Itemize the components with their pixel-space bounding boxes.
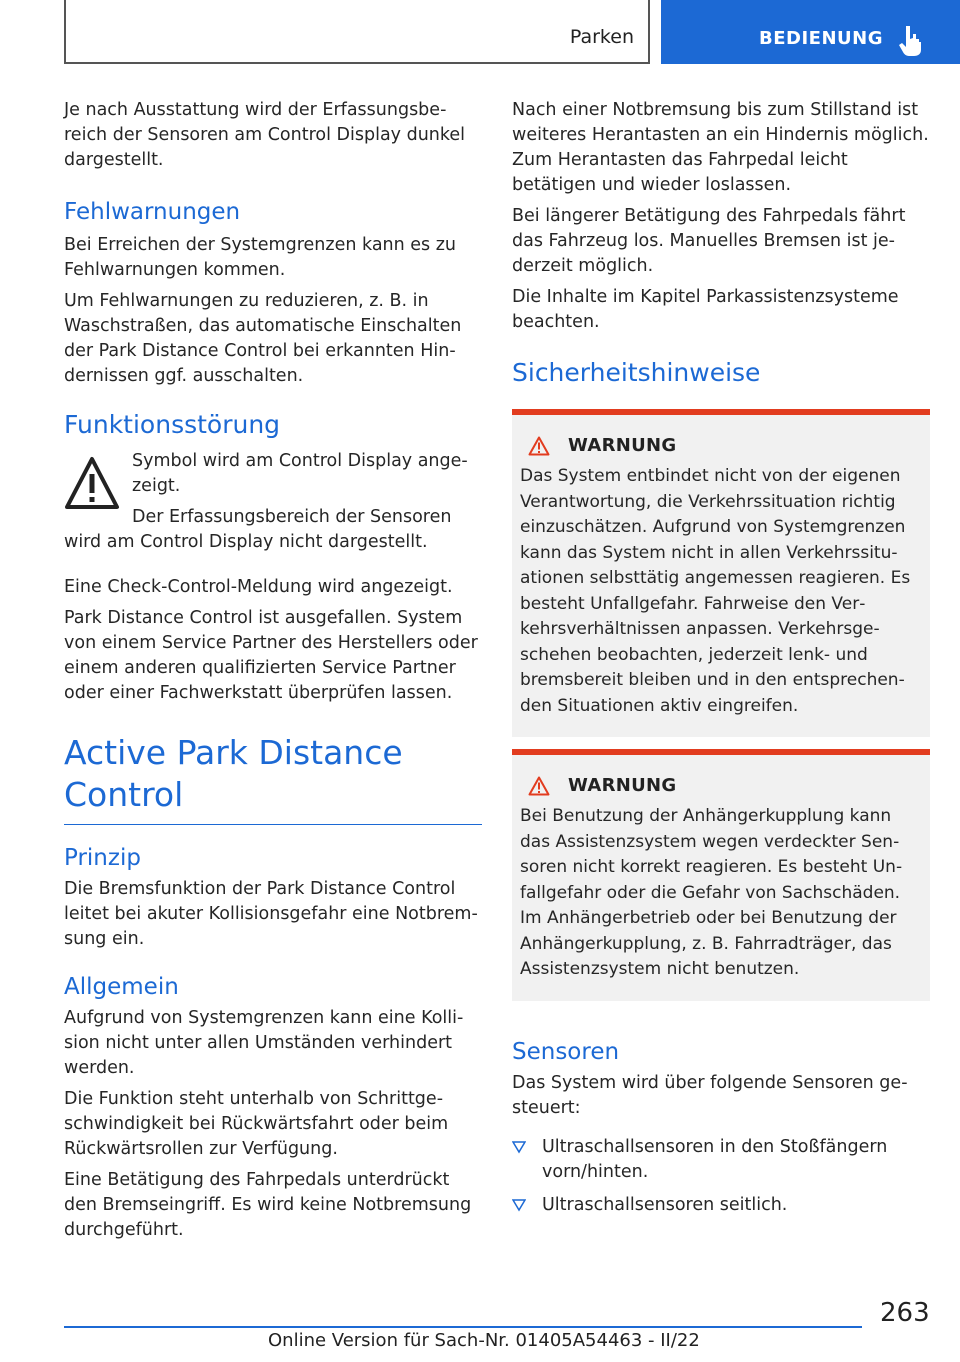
notbremsung-paragraph: Nach einer Notbremsung bis zum Stillstand ist weiteres Herantasten an ein Hindernis möglich. Zum Herantasten das Fahrpedal leicht betätigen und wieder loslassen. [512,100,929,195]
funk-paragraph-3: Eine Check-Control-Meldung wird angezeigt. [64,577,453,597]
header-section-title: Parken [569,26,634,48]
sensoren-paragraph: Das System wird über folgende Sensoren gesteuert: [512,1072,908,1118]
footer-online-version: Online Version für Sach-Nr. 01405A54463 - II/22 [268,1330,700,1351]
header-chapter-title: BEDIENUNG [759,28,883,49]
header-chapter-tab [661,0,960,64]
header-section-box [64,0,650,64]
warning-label-1: WARNUNG [568,435,677,456]
warning-text-1: Das System entbindet nicht von der eigenen Verantwortung, die Verkehrssituation richtig einzuschätzen. Aufgrund von Systemgrenzen kann das System nicht in allen Verkehrssituationen selbsttätig angemessen reagieren. Es besteht Unfallgefahr. Fahrweise den Verkehrsverhältnissen anpassen. Verkehrsgeschehen beobachten, jederzeit lenk- und bremsbereit bleiben und in den entsprechenden Situationen aktiv eingreifen. [520,466,911,716]
intro-paragraph: Je nach Ausstattung wird der Erfassungsbereich der Sensoren am Control Display dunkel dargestellt. [64,100,466,170]
sensor-item-label: Ultraschallsensoren in den Stoßfängern vorn/hinten. [542,1136,888,1182]
heading-sicherheitshinweise: Sicherheitshinweise [512,358,761,387]
heading-funktionsstoerung: Funktionsstörung [64,410,281,439]
kapitel-paragraph: Die Inhalte im Kapitel Parkassistenzsysteme beachten. [512,287,899,332]
funk-paragraph-1: Symbol wird am Control Display angezeigt. [132,451,468,496]
warning-triangle-icon [64,455,120,511]
left-column [64,98,482,1249]
sensor-list [512,1135,930,1218]
warning-label-2: WARNUNG [568,775,677,796]
list-item [512,1193,930,1218]
warning-header-2 [528,775,922,796]
allg-paragraph-3: Eine Betätigung des Fahrpedals unterdrückt den Bremseingriff. Es wird keine Notbremsung durchgeführt. [64,1170,472,1240]
fehl-paragraph-1: Bei Erreichen der Systemgrenzen kann es zu Fehlwarnungen kommen. [64,235,457,280]
heading-allgemein: Allgemein [64,974,179,1000]
allg-paragraph-2: Die Funktion steht unterhalb von Schrittgeschwindigkeit bei Rückwärtsfahrt oder beim Rückwärtsrollen zur Verfügung. [64,1089,449,1159]
page-number: 263 [880,1298,930,1328]
heading-prinzip: Prinzip [64,845,141,871]
funk-paragraph-4: Park Distance Control ist ausgefallen. System von einem Service Partner des Herstellers oder einem anderen qualifizierten Service Partner oder einer Fachwerkstatt überprüfen lassen. [64,608,478,703]
funktionsstoerung-block [64,449,482,555]
warning-text-2: Bei Benutzung der Anhängerkupplung kann das Assistenzsystem wegen verdeckter Sensoren nicht korrekt reagieren. Es besteht Unfallgefahr oder die Gefahr von Sachschäden. Im Anhängerbetrieb oder bei Benutzung der Anhängerkupplung, z. B. Fahrradträger, das Assistenzsystem nicht benutzen. [520,806,903,979]
bullet-triangle-icon [512,1198,526,1212]
fahrpedal-paragraph: Bei längerer Betätigung des Fahrpedals fährt das Fahrzeug los. Manuelles Bremsen ist jederzeit möglich. [512,206,906,276]
warning-box-1 [512,409,930,737]
bullet-triangle-icon [512,1140,526,1154]
right-column [512,98,930,1226]
warning-triangle-icon [528,436,550,456]
warning-triangle-icon [528,776,550,796]
warning-box-2 [512,749,930,1001]
list-item [512,1135,930,1185]
sensor-item-label: Ultraschallsensoren seitlich. [542,1194,788,1215]
prinzip-paragraph: Die Bremsfunktion der Park Distance Control leitet bei akuter Kollisionsgefahr eine Notbremsung ein. [64,879,478,949]
allg-paragraph-1: Aufgrund von Systemgrenzen kann eine Kollision nicht unter allen Umständen verhindert werden. [64,1008,464,1078]
heading-fehlwarnungen: Fehlwarnungen [64,199,241,225]
heading-sensoren: Sensoren [512,1038,620,1065]
funk-paragraph-2: Der Erfassungsbereich der Sensoren wird am Control Display nicht dargestellt. [64,507,452,552]
footer-divider [64,1326,862,1328]
heading-active-park-distance-control: Active Park Distance Control [64,732,482,825]
hand-pointer-icon [897,24,923,56]
fehl-paragraph-2: Um Fehlwarnungen zu reduzieren, z. B. in Waschstraßen, das automatische Einschalten der Park Distance Control bei erkannten Hindernissen ggf. ausschalten. [64,291,462,386]
warning-header-1 [528,435,922,456]
